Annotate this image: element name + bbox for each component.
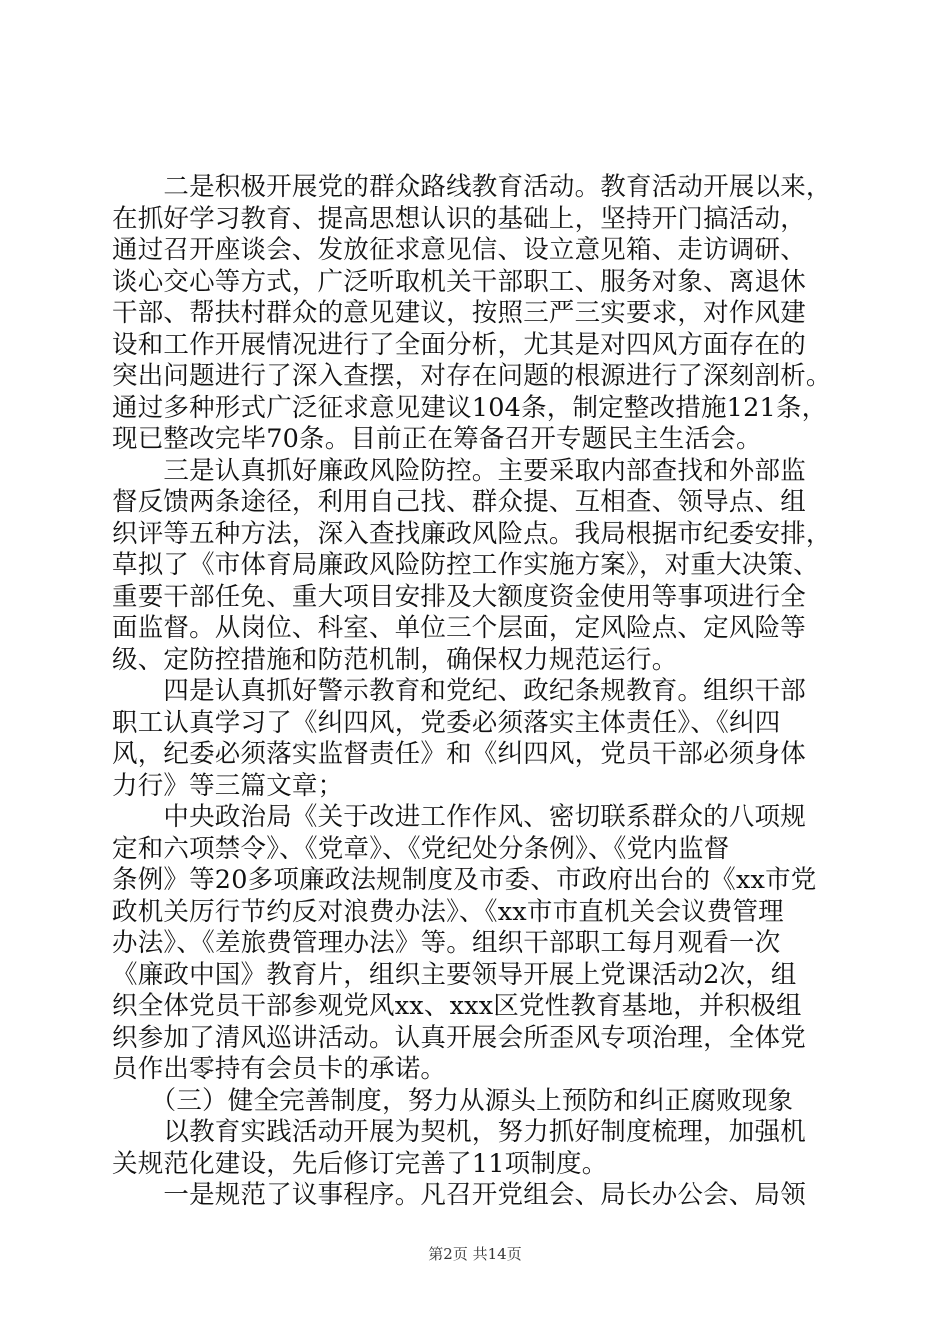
text-line: 职工认真学习了《纠四风，党委必须落实主体责任》、《纠四: [112, 707, 781, 738]
text-line: 谈心交心等方式，广泛听取机关干部职工、服务对象、离退休: [112, 266, 806, 297]
text-line: 重要干部任免、重大项目安排及大额度资金使用等事项进行全: [112, 581, 806, 612]
text-line: 关规范化建设，先后修订完善了11项制度。: [112, 1148, 608, 1179]
text-line: 织评等五种方法，深入查找廉政风险点。我局根据市纪委安排，: [112, 518, 832, 549]
text-line: 二是积极开展党的群众路线教育活动。教育活动开展以来，: [112, 172, 832, 202]
text-line: 织全体党员干部参观党风xx、xxx区党性教育基地，并积极组: [112, 991, 802, 1021]
page-number-footer: 第2页 共14页: [428, 1245, 522, 1263]
text-line: 条例》等20多项廉政法规制度及市委、市政府出台的《xx市党: [112, 865, 817, 895]
text-line: 在抓好学习教育、提高思想认识的基础上，坚持开门搞活动，: [112, 203, 806, 234]
text-line: 面监督。从岗位、科室、单位三个层面，定风险点、定风险等: [112, 613, 806, 643]
text-line: 《廉政中国》教育片，组织主要领导开展上党课活动2次，组: [112, 959, 797, 990]
text-line: 政机关厉行节约反对浪费办法》、《xx市市直机关会议费管理: [112, 896, 784, 927]
text-line: 三是认真抓好廉政风险防控。主要采取内部查找和外部监: [112, 455, 806, 486]
text-line: 现已整改完毕70条。目前正在筹备召开专题民主生活会。: [112, 424, 762, 454]
text-line: 中央政治局《关于改进工作作风、密切联系群众的八项规: [112, 802, 806, 832]
document-body: [112, 172, 842, 1212]
text-line: 织参加了清风巡讲活动。认真开展会所歪风专项治理，全体党: [112, 1022, 806, 1053]
text-line: 设和工作开展情况进行了全面分析，尤其是对四风方面存在的: [112, 329, 806, 360]
text-line: 一是规范了议事程序。凡召开党组会、局长办公会、局领: [112, 1180, 806, 1210]
text-line: 办法》、《差旅费管理办法》等。组织干部职工每月观看一次: [112, 928, 781, 958]
text-line: 草拟了《市体育局廉政风险防控工作实施方案》，对重大决策、: [112, 550, 819, 580]
text-line: 通过多种形式广泛征求意见建议104条，制定整改措施121条，: [112, 392, 828, 423]
text-line: 力行》等三篇文章；: [112, 770, 344, 801]
text-line: 员作出零持有会员卡的承诺。: [112, 1054, 447, 1084]
text-line: 突出问题进行了深入查摆，对存在问题的根源进行了深刻剖析。: [112, 361, 832, 391]
text-line: 以教育实践活动开展为契机，努力抓好制度梳理，加强机: [112, 1117, 806, 1147]
text-line: 督反馈两条途径，利用自己找、群众提、互相查、领导点、组: [112, 487, 806, 517]
text-line: 干部、帮扶村群众的意见建议，按照三严三实要求，对作风建: [112, 298, 806, 328]
text-line: 定和六项禁令》、《党章》、《党纪处分条例》、《党内监督: [112, 833, 730, 864]
text-line: 风，纪委必须落实监督责任》和《纠四风，党员干部必须身体: [112, 739, 806, 769]
text-line: （三）健全完善制度，努力从源头上预防和纠正腐败现象: [112, 1085, 794, 1116]
text-line: 通过召开座谈会、发放征求意见信、设立意见箱、走访调研、: [112, 235, 806, 265]
text-line: 四是认真抓好警示教育和党纪、政纪条规教育。组织干部: [112, 676, 806, 706]
text-line: 级、定防控措施和防范机制，确保权力规范运行。: [112, 644, 678, 675]
